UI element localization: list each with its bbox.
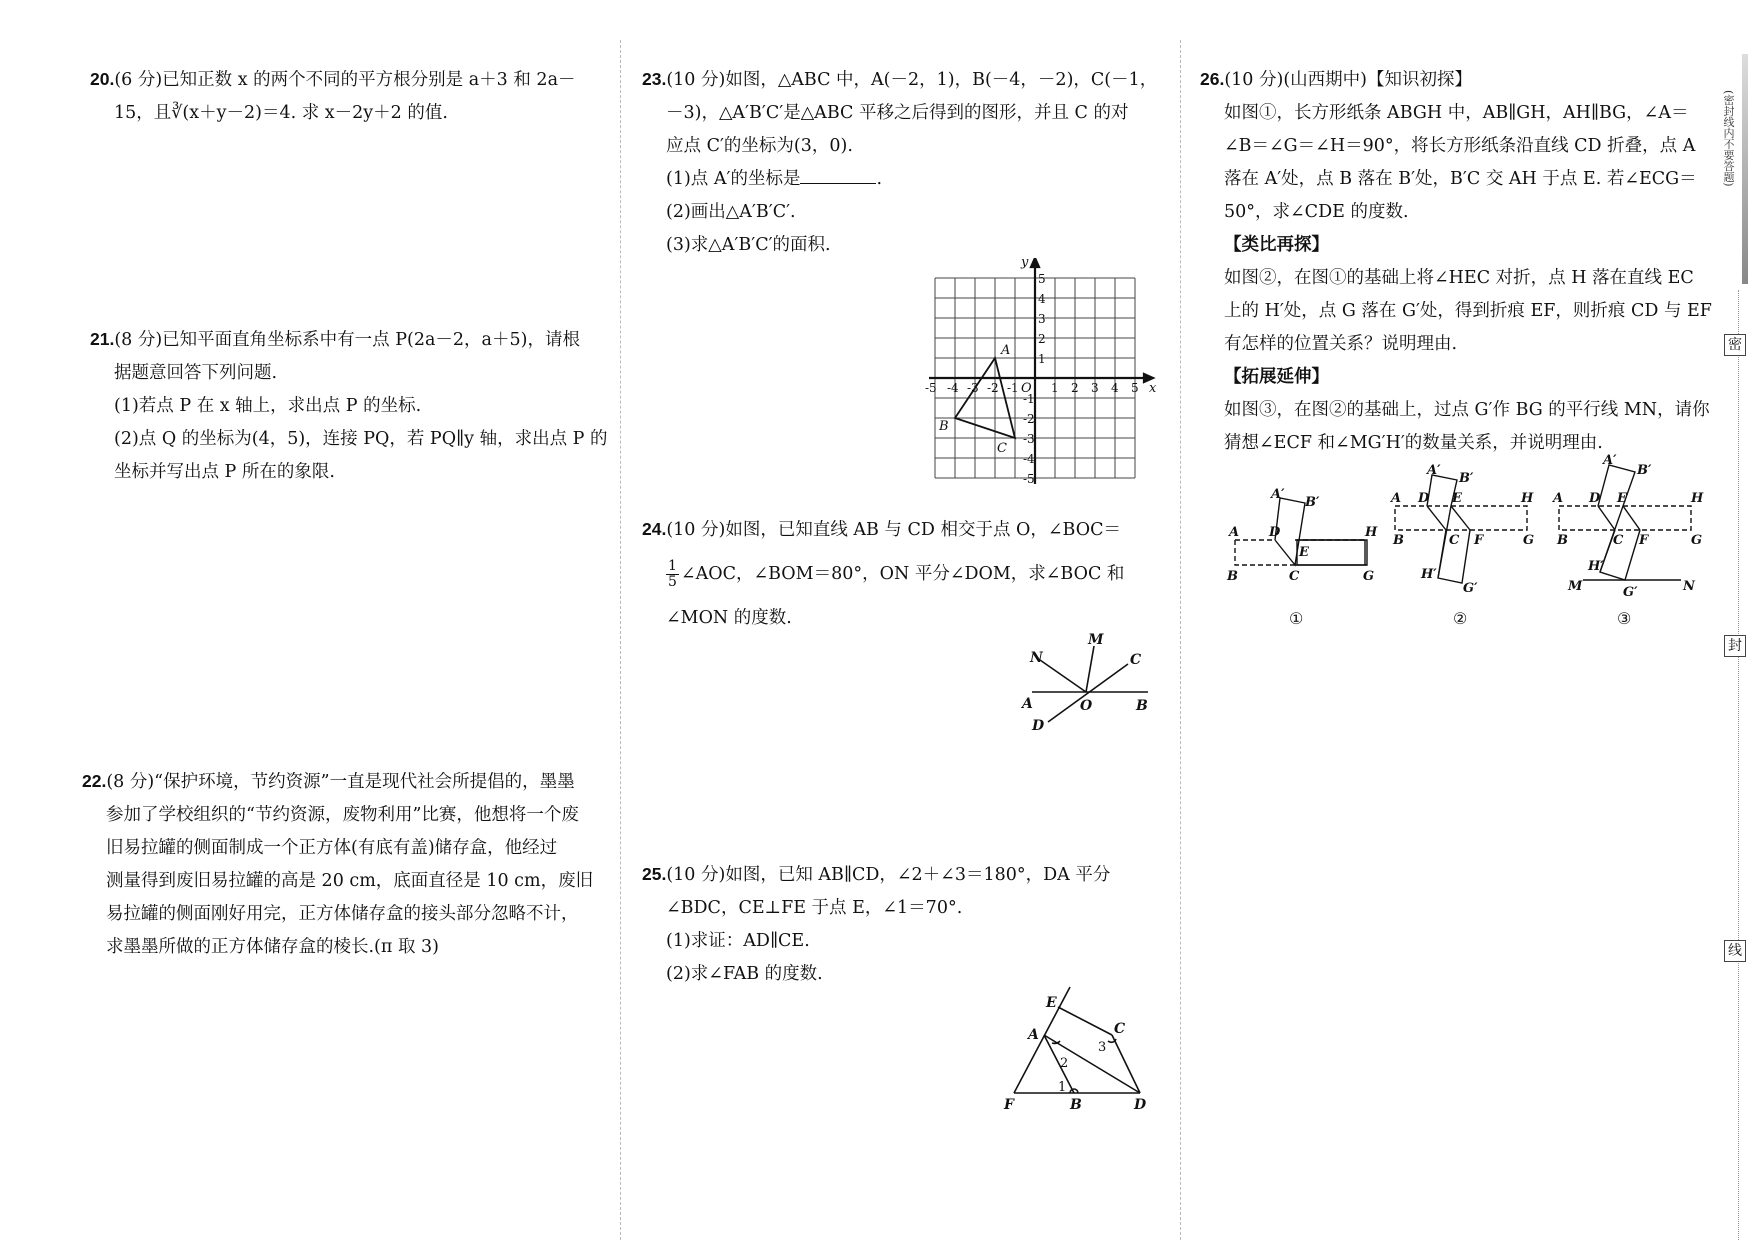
question-text: (8 分)“保护环境，节约资源”一直是现代社会所提倡的，墨墨: [106, 772, 575, 792]
svg-text:H′: H′: [1588, 559, 1604, 574]
svg-text:A: A: [1022, 696, 1033, 712]
svg-text:A′: A′: [1603, 453, 1617, 468]
question-text: －3)，△A′B′C′是△ABC 平移之后得到的图形，并且 C 的对: [666, 103, 1129, 123]
svg-text:A: A: [1028, 1027, 1039, 1043]
folding-strip-figures: [1225, 450, 1725, 640]
svg-text:N: N: [1683, 579, 1695, 594]
svg-text:D: D: [1134, 1097, 1147, 1113]
section-heading: 【类比再探】: [1224, 235, 1329, 255]
question-24: [642, 507, 1172, 640]
svg-text:G: G: [1523, 533, 1535, 548]
question-22: [82, 765, 612, 964]
question-25: [642, 858, 1172, 991]
svg-text:C: C: [1449, 533, 1460, 548]
svg-text:-4: -4: [1023, 452, 1035, 466]
svg-text:D: D: [1269, 525, 1281, 540]
svg-text:A: A: [1553, 491, 1564, 506]
question-text: (10 分)如图，△ABC 中，A(－2，1)，B(－4，－2)，C(－1，: [666, 70, 1158, 90]
parallel-lines-figure: [1000, 985, 1180, 1125]
question-text: (10 分)如图，已知直线 AB 与 CD 相交于点 O，∠BOC＝: [666, 520, 1121, 540]
svg-text:y: y: [1021, 258, 1029, 270]
svg-text:M: M: [1088, 632, 1104, 648]
svg-text:x: x: [1149, 381, 1157, 396]
svg-text:C: C: [1114, 1021, 1126, 1037]
seal-tag-mi: 密: [1724, 334, 1746, 356]
binding-note: (密封线内不要答题): [1722, 90, 1735, 187]
svg-text:B: B: [1070, 1097, 1082, 1113]
svg-text:F: F: [1004, 1097, 1014, 1113]
answer-blank[interactable]: [800, 165, 876, 184]
svg-text:3: 3: [1038, 312, 1046, 326]
question-text: (6 分)已知正数 x 的两个不同的平方根分别是 a＋3 和 2a－: [114, 70, 576, 90]
svg-text:A: A: [1229, 525, 1240, 540]
binding-margin: [1718, 50, 1754, 1240]
svg-text:3: 3: [1098, 1040, 1107, 1055]
svg-text:E: E: [1452, 491, 1462, 506]
question-text: 参加了学校组织的“节约资源，废物利用”比赛，他想将一个废: [106, 805, 579, 825]
svg-text:4: 4: [1111, 381, 1119, 395]
question-text: 有怎样的位置关系？说明理由.: [1224, 334, 1458, 354]
svg-text:M: M: [1568, 579, 1583, 594]
svg-text:D: D: [1032, 718, 1045, 734]
svg-text:3: 3: [1091, 381, 1099, 395]
sub-question-2-cont: 坐标并写出点 P 所在的象限.: [114, 462, 335, 482]
intersecting-lines-figure: [1020, 630, 1180, 750]
question-text: 据题意回答下列问题.: [114, 363, 278, 383]
svg-text:C: C: [1613, 533, 1624, 548]
seal-line: [1738, 290, 1739, 1240]
section-heading: 【拓展延伸】: [1224, 367, 1329, 387]
seal-tag-xian: 线: [1724, 940, 1746, 962]
svg-text:G: G: [1691, 533, 1703, 548]
svg-text:H′: H′: [1421, 567, 1437, 582]
svg-text:A′: A′: [1271, 487, 1285, 502]
svg-text:B′: B′: [1305, 495, 1320, 510]
svg-text:-3: -3: [967, 381, 979, 395]
svg-text:-5: -5: [1023, 472, 1035, 486]
question-text: 应点 C′的坐标为(3，0).: [666, 136, 853, 156]
svg-text:1: 1: [1058, 1080, 1067, 1095]
svg-text:-2: -2: [987, 381, 999, 395]
svg-text:A: A: [1001, 343, 1011, 358]
svg-text:C: C: [1130, 652, 1142, 668]
binding-bar: [1742, 54, 1748, 284]
svg-text:①: ①: [1289, 609, 1304, 628]
svg-text:B: B: [1393, 533, 1404, 548]
svg-text:-3: -3: [1023, 432, 1035, 446]
question-text: (10 分)(山西期中)【知识初探】: [1224, 70, 1472, 90]
svg-text:H: H: [1521, 491, 1534, 506]
question-text: 求墨墨所做的正方体储存盒的棱长.(π 取 3): [106, 937, 439, 957]
question-text: ∠MON 的度数.: [666, 608, 792, 628]
question-text: ∠B＝∠G＝∠H＝90°，将长方形纸条沿直线 CD 折叠，点 A: [1224, 136, 1696, 156]
question-21: [90, 323, 610, 489]
sub-question-2: (2)求∠FAB 的度数.: [666, 964, 823, 984]
fraction-one-fifth: $\frac{1}{5}$: [668, 558, 677, 590]
svg-text:③: ③: [1617, 609, 1632, 628]
svg-text:A: A: [1391, 491, 1402, 506]
question-text: (8 分)已知平面直角坐标系中有一点 P(2a－2，a＋5)，请根: [114, 330, 580, 350]
question-23: [642, 63, 1172, 262]
svg-text:1: 1: [1051, 381, 1059, 395]
sub-question-1: (1)求证：AD∥CE.: [666, 931, 810, 951]
question-number: 21.: [90, 329, 115, 349]
sub-question-2: (2)点 Q 的坐标为(4，5)，连接 PQ，若 PQ∥y 轴，求出点 P 的: [114, 429, 608, 449]
svg-text:-4: -4: [947, 381, 959, 395]
svg-text:-2: -2: [1023, 412, 1035, 426]
svg-text:-5: -5: [925, 381, 937, 395]
question-20: [90, 63, 610, 130]
sub-question-3: (3)求△A′B′C′的面积.: [666, 235, 831, 255]
svg-text:2: 2: [1060, 1056, 1069, 1071]
question-number: 23.: [642, 69, 667, 89]
svg-text:4: 4: [1038, 292, 1046, 306]
question-text: 如图②，在图①的基础上将∠HEC 对折，点 H 落在直线 EC: [1224, 268, 1694, 288]
svg-text:E: E: [1046, 995, 1057, 1011]
svg-text:5: 5: [1038, 272, 1046, 286]
question-number: 25.: [642, 864, 667, 884]
svg-text:B: B: [1136, 698, 1148, 714]
question-text: 旧易拉罐的侧面制成一个正方体(有底有盖)储存盒，他经过: [106, 838, 558, 858]
svg-text:2: 2: [1071, 381, 1079, 395]
question-text: 50°，求∠CDE 的度数.: [1224, 202, 1409, 222]
question-text: ∠AOC，∠BOM＝80°，ON 平分∠DOM，求∠BOC 和: [680, 564, 1125, 584]
coordinate-grid-figure: [925, 258, 1160, 498]
svg-text:G′: G′: [1623, 585, 1638, 600]
question-number: 20.: [90, 69, 115, 89]
question-number: 24.: [642, 519, 667, 539]
svg-text:B′: B′: [1637, 463, 1652, 478]
svg-text:G: G: [1363, 569, 1375, 584]
question-text: 猜想∠ECF 和∠MG′H′的数量关系，并说明理由.: [1224, 433, 1603, 453]
svg-text:D: D: [1589, 491, 1601, 506]
svg-text:E: E: [1617, 491, 1627, 506]
svg-text:B′: B′: [1459, 471, 1474, 486]
question-text: ∠BDC，CE⊥FE 于点 E，∠1＝70°.: [666, 898, 963, 918]
svg-text:H: H: [1691, 491, 1704, 506]
svg-text:B: B: [1557, 533, 1568, 548]
question-26: [1200, 63, 1720, 460]
svg-text:1: 1: [1038, 352, 1046, 366]
svg-text:②: ②: [1453, 609, 1468, 628]
sub-question-2: (2)画出△A′B′C′.: [666, 202, 796, 222]
svg-text:C: C: [1289, 569, 1300, 584]
svg-text:2: 2: [1038, 332, 1046, 346]
svg-text:-1: -1: [1023, 392, 1035, 406]
column-divider-2: [1180, 40, 1181, 1240]
sub-question-1: (1)点 A′的坐标是: [666, 169, 801, 189]
svg-text:N: N: [1030, 650, 1043, 666]
svg-text:5: 5: [1131, 381, 1139, 395]
question-text: 15，且∛(x＋y－2)＝4. 求 x－2y＋2 的值.: [114, 103, 448, 123]
sub-question-1: (1)若点 P 在 x 轴上，求出点 P 的坐标.: [114, 396, 422, 416]
seal-tag-feng: 封: [1724, 635, 1746, 657]
svg-text:E: E: [1299, 545, 1309, 560]
question-text: 如图①，长方形纸条 ABGH 中，AB∥GH，AH∥BG，∠A＝: [1224, 103, 1689, 123]
svg-text:H: H: [1365, 525, 1378, 540]
svg-text:O: O: [1080, 698, 1093, 714]
svg-text:C: C: [997, 441, 1007, 456]
svg-text:B: B: [1227, 569, 1238, 584]
svg-text:F: F: [1639, 533, 1649, 548]
period: .: [876, 169, 883, 189]
svg-text:-1: -1: [1007, 381, 1019, 395]
question-text: 落在 A′处，点 B 落在 B′处，B′C 交 AH 于点 E. 若∠ECG＝: [1224, 169, 1697, 189]
svg-text:G′: G′: [1463, 581, 1478, 596]
svg-text:A′: A′: [1427, 463, 1441, 478]
question-number: 26.: [1200, 69, 1225, 89]
question-text: 测量得到废旧易拉罐的高是 20 cm，底面直径是 10 cm，废旧: [106, 871, 594, 891]
question-text: (10 分)如图，已知 AB∥CD，∠2＋∠3＝180°，DA 平分: [666, 865, 1111, 885]
question-text: 如图③，在图②的基础上，过点 G′作 BG 的平行线 MN，请你: [1224, 400, 1710, 420]
question-number: 22.: [82, 771, 107, 791]
question-text: 上的 H′处，点 G 落在 G′处，得到折痕 EF，则折痕 CD 与 EF: [1224, 301, 1712, 321]
svg-text:B: B: [939, 419, 949, 434]
svg-text:O: O: [1021, 381, 1032, 396]
svg-text:D: D: [1418, 491, 1430, 506]
svg-text:F: F: [1474, 533, 1484, 548]
question-text: 易拉罐的侧面刚好用完，正方体储存盒的接头部分忽略不计，: [106, 904, 579, 924]
column-divider-1: [620, 40, 621, 1240]
